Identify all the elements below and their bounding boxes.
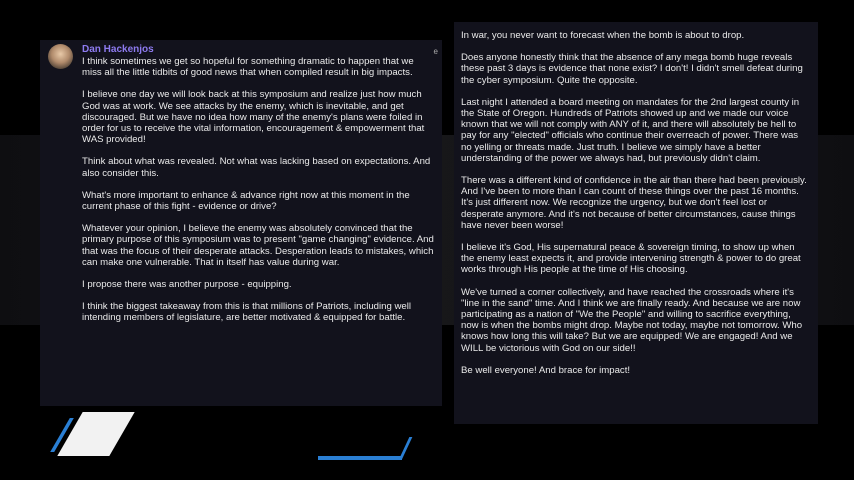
post-paragraph: I believe one day we will look back at this symposium and realize just how much God was at work. We see attacks by the enemy, which is inevitable, and get discouraged. But we have no idea how many of the enemy's plans were foiled in order for us to receive the vital information, encouragement & empowerment that WAS provided!	[82, 89, 425, 146]
blue-line-decoration	[318, 456, 402, 460]
right-post-card	[454, 22, 818, 424]
author-name[interactable]: Dan Hackenjos	[82, 44, 154, 55]
post-paragraph: In war, you never want to forecast when the bomb is about to drop.	[461, 30, 745, 41]
post-paragraph: I believe it's God, His supernatural peace & sovereign timing, to show up when the enemy least expects it, and provide intervening strength & power to do great works through His people at the time of His choosing.	[461, 242, 801, 276]
post-paragraph: I think the biggest takeaway from this is that millions of Patriots, including well intending members of legislature, are better motivated & equipped for battle.	[82, 301, 412, 324]
post-paragraph: Does anyone honestly think that the absence of any mega bomb huge reveals these past 3 days is evidence that none exist? I don't! I didn't smell defeat during the cyber symposium. Quite the opposite.	[461, 52, 803, 86]
post-paragraph: I think sometimes we get so hopeful for something dramatic to happen that we miss all the little tidbits of good news that when compiled result in big impacts.	[82, 56, 414, 79]
blue-tick-decoration	[399, 437, 413, 460]
left-post-card	[40, 40, 442, 406]
more-options-icon[interactable]: e	[433, 47, 438, 56]
post-paragraph: Last night I attended a board meeting on mandates for the 2nd largest county in the State of Oregon. Hundreds of Patriots showed up and we made our voice known that we will not comply with ANY of it, and there will absolutely be hell to pay for any "elected" officials who continue their overreach of power. There was no yelling or threats made. Just truth. I believe we simply have a better understanding of the power we always had, but previously didn't claim.	[461, 96, 800, 164]
avatar[interactable]	[48, 44, 73, 69]
post-paragraph: I propose there was another purpose - equipping.	[82, 279, 292, 291]
post-paragraph: Think about what was revealed. Not what was lacking based on expectations. And also consider this.	[82, 156, 431, 179]
post-paragraph: What's more important to enhance & advance right now at this moment in the current phase of this fight - evidence or drive?	[82, 189, 410, 213]
post-paragraph: Be well everyone! And brace for impact!	[461, 364, 631, 376]
post-paragraph: We've turned a corner collectively, and have reached the crossroads where it's "line in the sand" time. And I think we are finally ready. And because we are now participating as a nation of "We the People" and willing to sacrifice everything, now is when the bombs might drop. Maybe not today, maybe not tomorrow. Who knows how long this will take? But we are equipped! We are engaged! And we WILL be victorious with God on our side!!	[461, 286, 803, 354]
post-paragraph: Whatever your opinion, I believe the enemy was absolutely convinced that the primary purpose of this symposium was to present "game changing" evidence. And that was the focus of their desperate attacks. Desperation leads to mistakes, which can make one vulnerable. That in itself has value during war.	[82, 223, 434, 268]
post-paragraph: There was a different kind of confidence in the air than there had been previously. And I've been to more than I can count of these things over the past 16 months. It's just different now. We recognize the urgency, but we don't feel lost or desperate anymore. And it's not because of better circumstances, cause things have never been worse!	[461, 175, 807, 231]
